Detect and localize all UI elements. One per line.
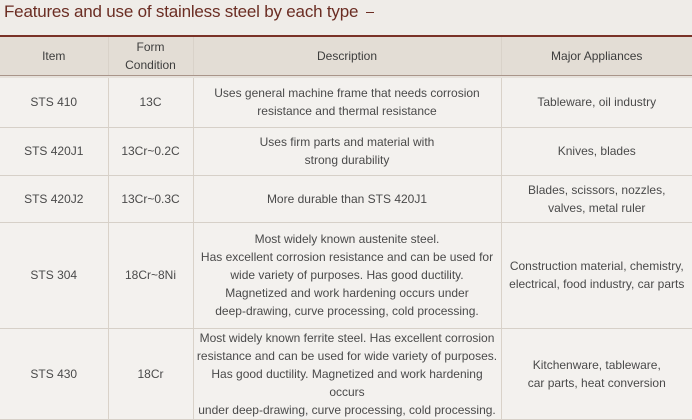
table-row bbox=[0, 175, 692, 222]
description-cell-line: Uses general machine frame that needs corrosion bbox=[214, 86, 480, 101]
item-cell: STS 430 bbox=[0, 328, 108, 419]
description-cell-line: Has good ductility. Magnetized and work hardening occurs bbox=[211, 366, 483, 399]
appliances-cell-line: Knives, blades bbox=[557, 144, 636, 158]
form-condition-cell: 13Cr~0.3C bbox=[108, 175, 193, 222]
appliances-cell-line: Kitchenware, tableware, bbox=[532, 357, 661, 372]
item-cell: STS 304 bbox=[0, 222, 108, 328]
table-row bbox=[0, 127, 692, 175]
description-cell-line: Magnetized and work hardening occurs under bbox=[225, 286, 469, 300]
item-cell: STS 420J1 bbox=[0, 127, 108, 175]
description-cell-line: Most widely known ferrite steel. Has excellent corrosion bbox=[199, 330, 495, 345]
table-body bbox=[0, 76, 692, 420]
title-dash-decoration bbox=[366, 12, 374, 14]
appliances-cell-line: electrical, food industry, car parts bbox=[509, 277, 685, 291]
column-header-form-condition: Form Condition bbox=[108, 36, 193, 76]
description-cell-line: Most widely known austenite steel. bbox=[254, 232, 440, 246]
appliances-cell-line: car parts, heat conversion bbox=[527, 375, 666, 390]
form-condition-cell: 18Cr~8Ni bbox=[108, 222, 193, 328]
table-header-row bbox=[0, 36, 692, 76]
table-row bbox=[0, 222, 692, 328]
column-header-item: Item bbox=[0, 36, 108, 76]
description-cell-line: under deep-drawing, curve processing, cold processing. bbox=[198, 402, 496, 417]
appliances-cell-line: Construction material, chemistry, bbox=[509, 259, 684, 273]
appliances-cell-line: Tableware, oil industry bbox=[537, 95, 657, 110]
description-cell-line: More durable than STS 420J1 bbox=[266, 191, 428, 206]
appliances-cell bbox=[501, 222, 692, 328]
description-cell bbox=[193, 222, 501, 328]
column-header-major-appliances: Major Appliances bbox=[501, 36, 692, 76]
form-condition-cell: 13C bbox=[108, 78, 193, 127]
table-row bbox=[0, 78, 692, 127]
description-cell-line: deep-drawing, curve processing, cold processing. bbox=[215, 304, 479, 318]
appliances-cell bbox=[501, 328, 692, 419]
description-cell bbox=[193, 175, 501, 222]
form-condition-cell: 13Cr~0.2C bbox=[108, 127, 193, 175]
description-cell-line: Uses firm parts and material with bbox=[259, 135, 435, 149]
description-cell-line: wide variety of purposes. Has good ductility. bbox=[230, 268, 464, 282]
form-condition-cell: 18Cr bbox=[108, 328, 193, 419]
description-cell bbox=[193, 127, 501, 175]
appliances-cell bbox=[501, 127, 692, 175]
stainless-steel-table bbox=[0, 35, 692, 420]
description-cell-line: Has excellent corrosion resistance and can be used for bbox=[200, 250, 494, 264]
description-cell-line: resistance and can be used for wide variety of purposes. bbox=[196, 348, 498, 363]
page-title-text: Features and use of stainless steel by each type bbox=[4, 2, 359, 21]
column-header-description: Description bbox=[193, 36, 501, 76]
description-cell bbox=[193, 328, 501, 419]
page-title bbox=[4, 2, 374, 22]
appliances-cell-line: valves, metal ruler bbox=[548, 200, 646, 215]
description-cell-line: strong durability bbox=[304, 153, 390, 167]
description-cell-line: resistance and thermal resistance bbox=[257, 104, 437, 119]
appliances-cell bbox=[501, 175, 692, 222]
title-bar bbox=[0, 0, 692, 36]
table-row bbox=[0, 328, 692, 419]
item-cell: STS 420J2 bbox=[0, 175, 108, 222]
appliances-cell-line: Blades, scissors, nozzles, bbox=[528, 182, 666, 197]
description-cell bbox=[193, 78, 501, 127]
item-cell: STS 410 bbox=[0, 78, 108, 127]
appliances-cell bbox=[501, 78, 692, 127]
